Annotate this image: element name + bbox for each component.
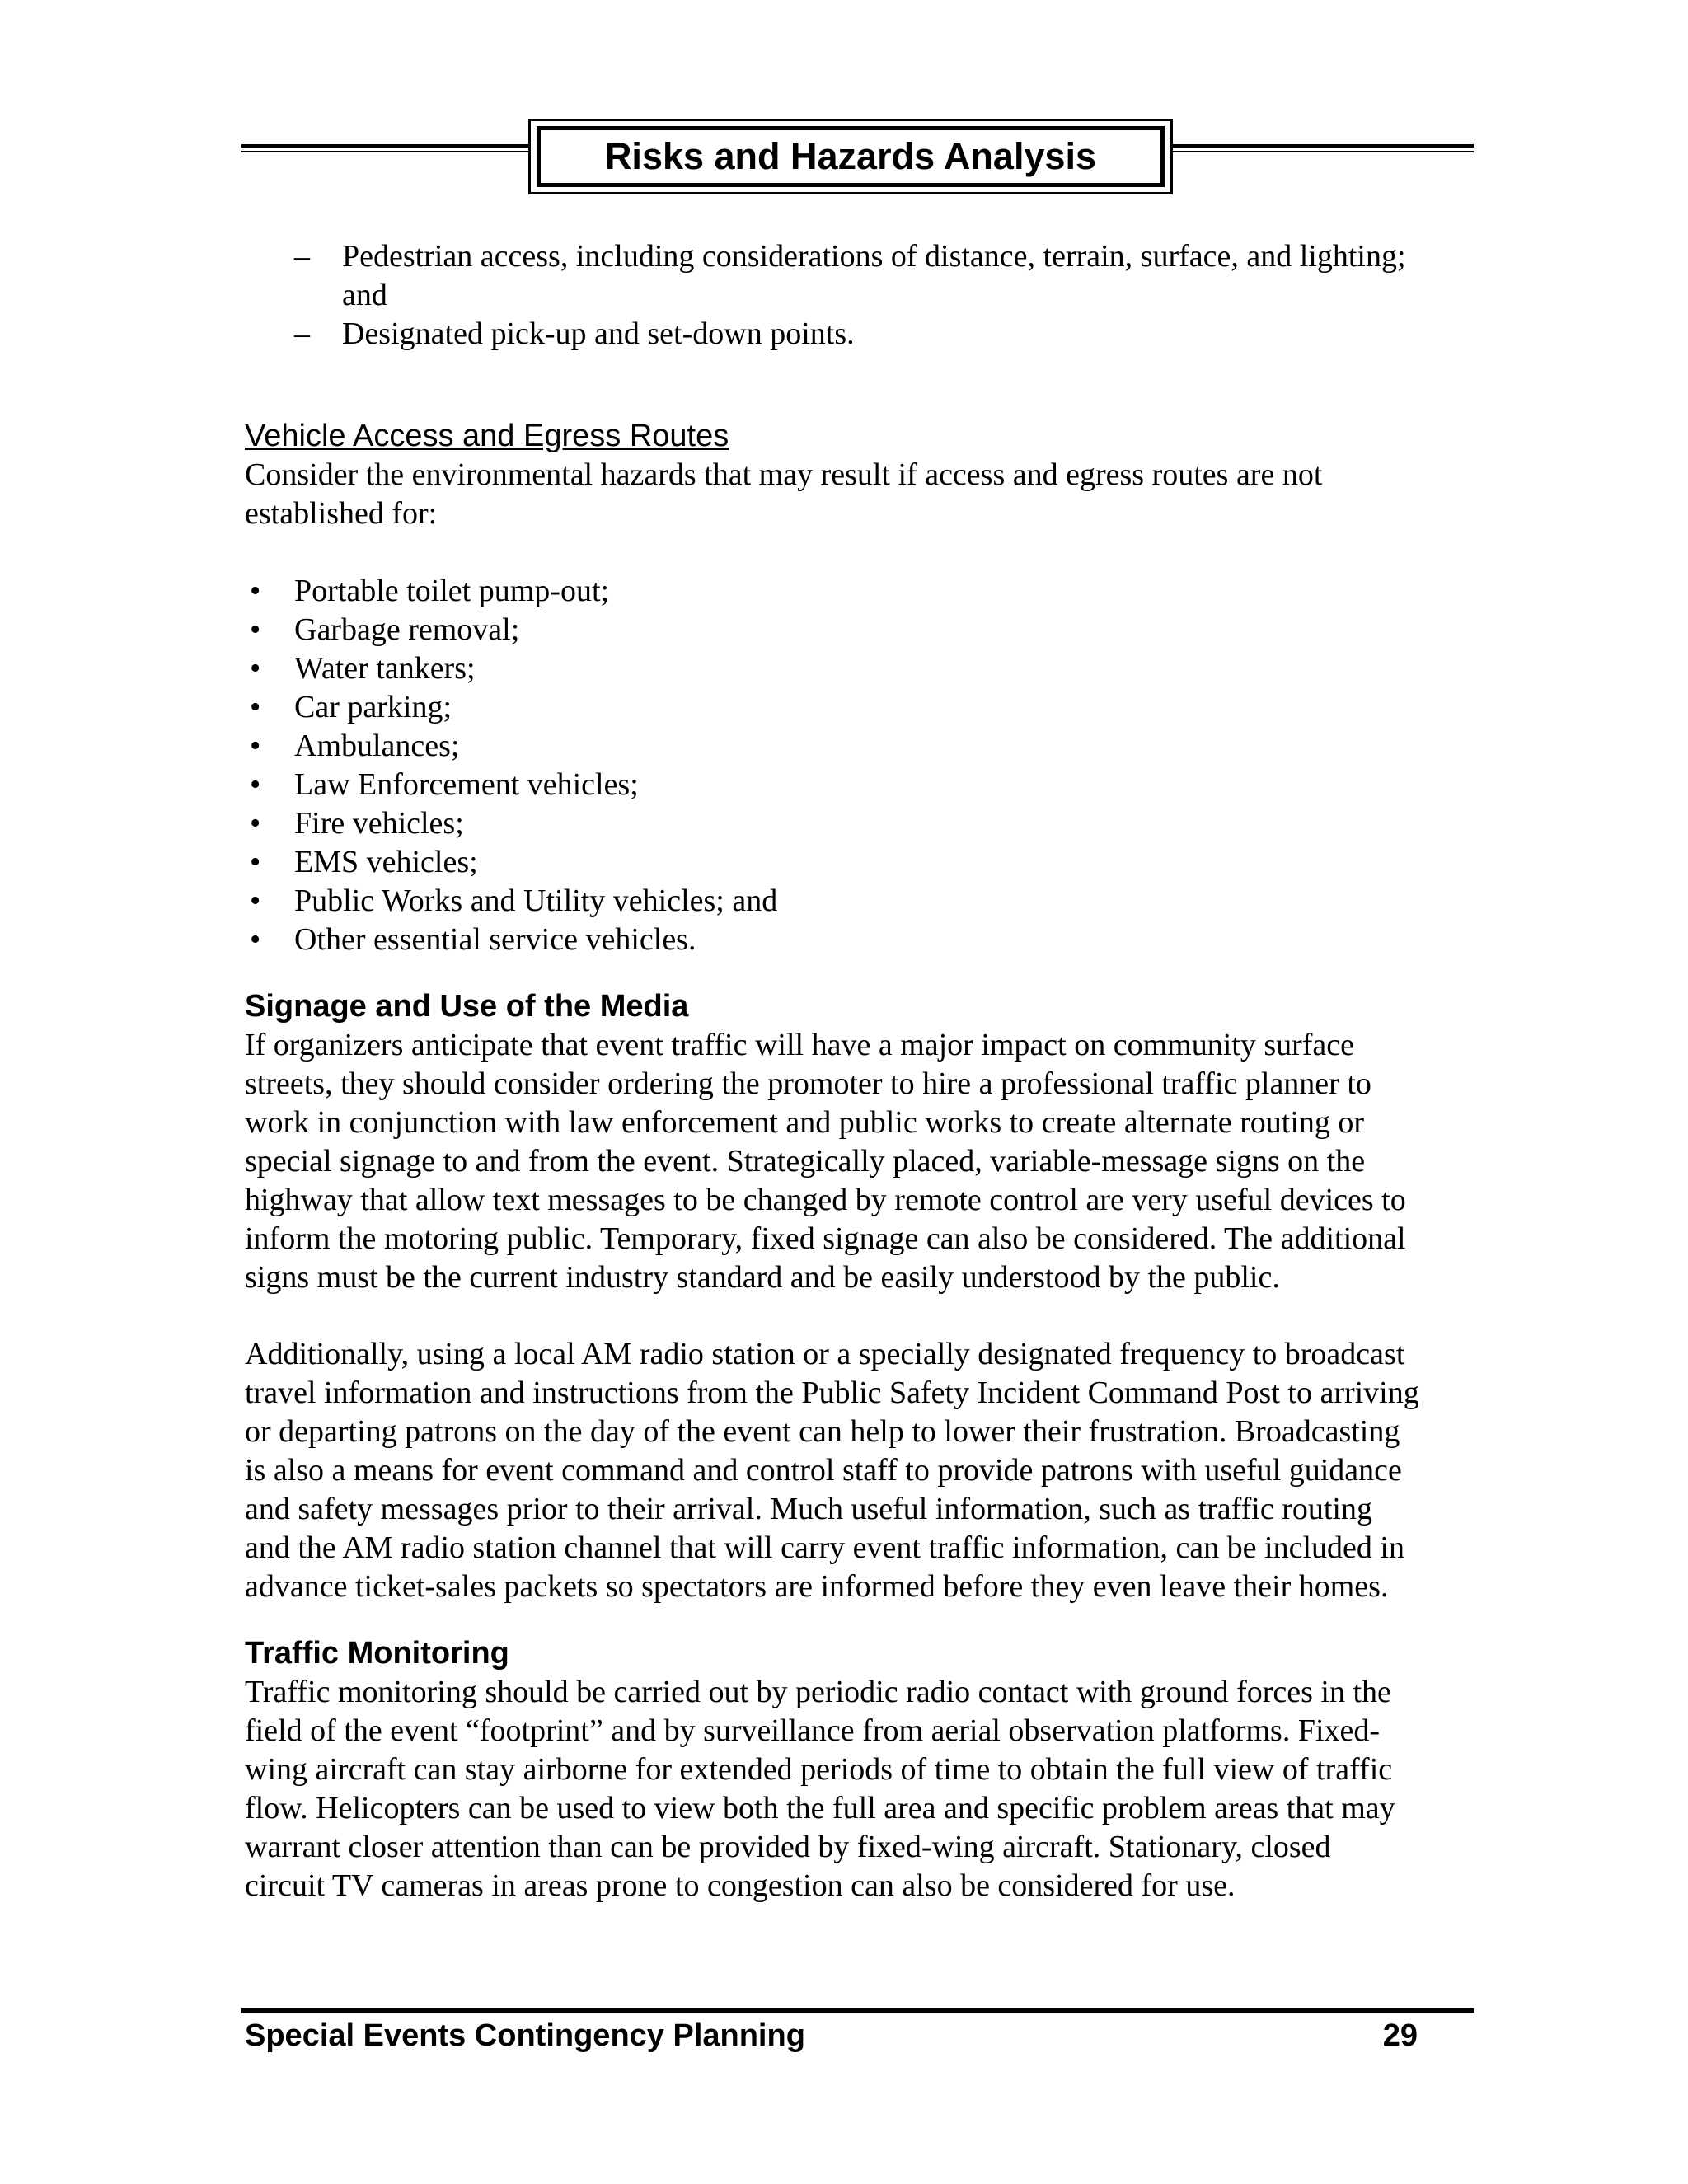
header-rule-right-bottom <box>1173 151 1474 152</box>
section-heading-vehicle-access: Vehicle Access and Egress Routes <box>245 419 729 453</box>
bullet-marker: • <box>250 574 261 608</box>
paragraph-line: Traffic monitoring should be carried out by periodic radio contact with ground forces in the <box>245 1675 1391 1709</box>
list-item: • Garbage removal; <box>245 611 1473 649</box>
paragraph-line: established for: <box>245 496 438 531</box>
paragraph-line: flow. Helicopters can be used to view both the full area and specific problem areas that may <box>245 1791 1395 1825</box>
traffic-paragraph <box>245 1673 1473 1905</box>
page-content <box>245 237 1473 1905</box>
bullet-marker: • <box>250 690 261 724</box>
paragraph-line: field of the event “footprint” and by surveillance from aerial observation platforms. Fixed- <box>245 1713 1381 1748</box>
list-item: • EMS vehicles; <box>245 843 1473 882</box>
paragraph-line: or departing patrons on the day of the event can help to lower their frustration. Broadcasting <box>245 1414 1400 1449</box>
bullet-marker: • <box>250 729 261 763</box>
bullet-marker: • <box>250 806 261 841</box>
list-item: • Fire vehicles; <box>245 804 1473 843</box>
paragraph-line: signs must be the current industry standard and be easily understood by the public. <box>245 1260 1280 1295</box>
list-item: • Law Enforcement vehicles; <box>245 766 1473 804</box>
paragraph-line: Additionally, using a local AM radio station or a specially designated frequency to broadcast <box>245 1337 1405 1371</box>
paragraph-line: and safety messages prior to their arrival. Much useful information, such as traffic routing <box>245 1492 1372 1526</box>
section-heading-signage: Signage and Use of the Media <box>245 989 689 1024</box>
list-item: • Water tankers; <box>245 649 1473 688</box>
paragraph-line: Consider the environmental hazards that may result if access and egress routes are not <box>245 457 1323 492</box>
paragraph-line: special signage to and from the event. Strategically placed, variable-message signs on the <box>245 1144 1366 1179</box>
list-item: • Portable toilet pump-out; <box>245 572 1473 611</box>
list-item: • Ambulances; <box>245 727 1473 766</box>
paragraph-line: is also a means for event command and control staff to provide patrons with useful guidance <box>245 1453 1402 1488</box>
header-rule-left-top <box>241 144 528 148</box>
intro-dash-list <box>245 237 1473 354</box>
bullet-marker: • <box>250 845 261 879</box>
paragraph-line: advance ticket-sales packets so spectators are informed before they even leave their homes. <box>245 1569 1389 1604</box>
header-rule-left-bottom <box>241 151 528 152</box>
list-item: • Car parking; <box>245 688 1473 727</box>
page-title: Risks and Hazards Analysis <box>537 126 1165 187</box>
header-rule-right-top <box>1173 144 1474 148</box>
paragraph-line: work in conjunction with law enforcement and public works to create alternate routing or <box>245 1105 1365 1140</box>
page-number: 29 <box>1382 2018 1418 2053</box>
paragraph-line: wing aircraft can stay airborne for extended periods of time to obtain the full view of traffic <box>245 1752 1393 1787</box>
bullet-marker: • <box>250 612 261 647</box>
footer-title: Special Events Contingency Planning <box>245 2018 805 2053</box>
bullet-marker: • <box>250 651 261 686</box>
bullet-marker: • <box>250 767 261 802</box>
paragraph-line: If organizers anticipate that event traffic will have a major impact on community surface <box>245 1028 1355 1062</box>
vehicle-bullet-list <box>245 572 1473 959</box>
paragraph-line: travel information and instructions from the Public Safety Incident Command Post to arriving <box>245 1376 1419 1410</box>
signage-paragraph-1 <box>245 1026 1473 1297</box>
list-item: – Designated pick-up and set-down points. <box>245 315 1473 354</box>
signage-paragraph-2 <box>245 1335 1473 1606</box>
list-item-continuation: and <box>342 278 387 312</box>
paragraph-line: streets, they should consider ordering the promoter to hire a professional traffic planner to <box>245 1066 1372 1101</box>
paragraph-line: warrant closer attention than can be provided by fixed-wing aircraft. Stationary, closed <box>245 1830 1331 1864</box>
footer-rule <box>241 2008 1474 2013</box>
dash-marker: – <box>294 316 310 351</box>
paragraph-line: highway that allow text messages to be changed by remote control are very useful devices to <box>245 1183 1406 1217</box>
bullet-marker: • <box>250 883 261 918</box>
section-heading-traffic-monitoring: Traffic Monitoring <box>245 1636 509 1671</box>
list-item: • Public Works and Utility vehicles; and <box>245 882 1473 921</box>
paragraph-line: inform the motoring public. Temporary, fixed signage can also be considered. The additional <box>245 1221 1406 1256</box>
bullet-marker: • <box>250 922 261 957</box>
paragraph-line: circuit TV cameras in areas prone to congestion can also be considered for use. <box>245 1868 1236 1903</box>
paragraph-line: and the AM radio station channel that will carry event traffic information, can be included in <box>245 1530 1404 1565</box>
dash-marker: – <box>294 239 310 274</box>
list-item: – Pedestrian access, including considerations of distance, terrain, surface, and lighting; <box>245 237 1473 276</box>
list-item: • Other essential service vehicles. <box>245 921 1473 959</box>
